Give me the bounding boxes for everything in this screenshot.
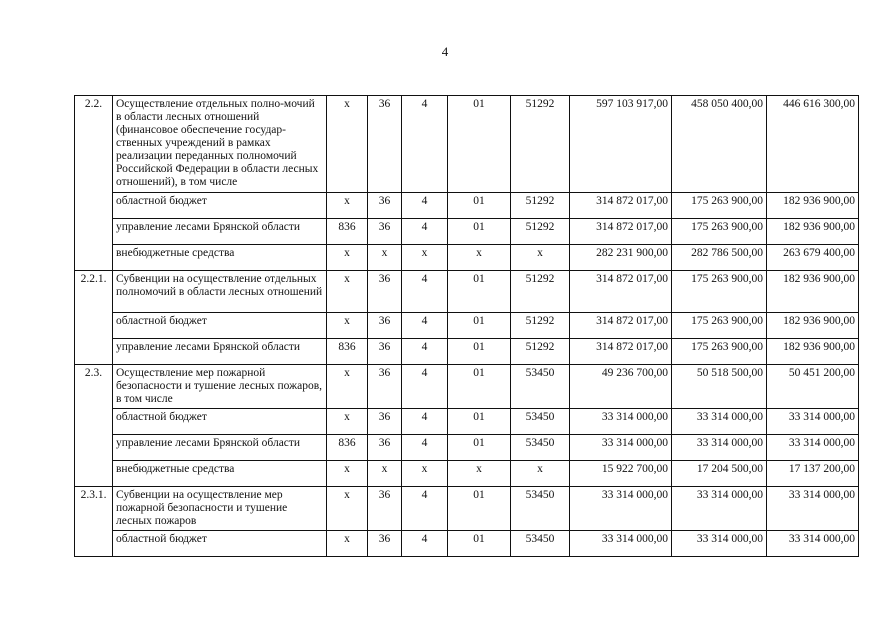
cell-c5: 51292 — [511, 313, 570, 339]
cell-year3: 182 936 900,00 — [767, 193, 859, 219]
cell-year2: 458 050 400,00 — [672, 96, 767, 193]
cell-c2: 36 — [368, 219, 402, 245]
cell-c4: 01 — [448, 219, 511, 245]
cell-year3: 33 314 000,00 — [767, 487, 859, 531]
cell-year2: 17 204 500,00 — [672, 461, 767, 487]
table-row — [75, 339, 859, 365]
table-row — [75, 193, 859, 219]
cell-year3: 33 314 000,00 — [767, 409, 859, 435]
cell-year3: 182 936 900,00 — [767, 219, 859, 245]
table-row — [75, 461, 859, 487]
table-row — [75, 271, 859, 313]
cell-c5: 51292 — [511, 193, 570, 219]
cell-year1: 314 872 017,00 — [570, 339, 672, 365]
cell-c3: 4 — [402, 193, 448, 219]
cell-c4: x — [448, 461, 511, 487]
table-row — [75, 435, 859, 461]
cell-year1: 314 872 017,00 — [570, 219, 672, 245]
cell-c4: 01 — [448, 193, 511, 219]
cell-year1: 33 314 000,00 — [570, 435, 672, 461]
cell-c3: 4 — [402, 531, 448, 557]
cell-c4: 01 — [448, 96, 511, 193]
cell-year1: 314 872 017,00 — [570, 271, 672, 313]
cell-year3: 182 936 900,00 — [767, 313, 859, 339]
cell-year1: 314 872 017,00 — [570, 193, 672, 219]
cell-year2: 175 263 900,00 — [672, 219, 767, 245]
table-row — [75, 409, 859, 435]
page-number: 4 — [441, 44, 449, 59]
cell-c2: x — [368, 245, 402, 271]
cell-c4: 01 — [448, 271, 511, 313]
cell-c2: 36 — [368, 313, 402, 339]
cell-year2: 175 263 900,00 — [672, 193, 767, 219]
cell-c2: 36 — [368, 271, 402, 313]
row-id: 2.2.1. — [75, 271, 113, 365]
row-name: Осуществление отдельных полно-мочий в области лесных отношений (финансовое обеспечение государ-ственных учреждений в рамках реализации переданных полномочий Российской Федерации в области лесных отношений), в том числе — [113, 96, 327, 193]
cell-c1: x — [327, 487, 368, 531]
cell-c5: 53450 — [511, 409, 570, 435]
cell-c5: 51292 — [511, 219, 570, 245]
row-name: Субвенции на осуществление отдельных полномочий в области лесных отношений — [113, 271, 327, 313]
cell-c2: x — [368, 461, 402, 487]
cell-year1: 282 231 900,00 — [570, 245, 672, 271]
cell-c4: 01 — [448, 409, 511, 435]
cell-year3: 182 936 900,00 — [767, 339, 859, 365]
cell-c5: 53450 — [511, 487, 570, 531]
row-name: управление лесами Брянской области — [113, 219, 327, 245]
cell-year2: 33 314 000,00 — [672, 435, 767, 461]
cell-c3: 4 — [402, 96, 448, 193]
cell-year1: 33 314 000,00 — [570, 409, 672, 435]
row-name: областной бюджет — [113, 409, 327, 435]
cell-c3: 4 — [402, 339, 448, 365]
row-id: 2.3.1. — [75, 487, 113, 557]
table-body — [75, 96, 859, 557]
cell-c5: 53450 — [511, 531, 570, 557]
cell-year3: 17 137 200,00 — [767, 461, 859, 487]
row-name: Субвенции на осуществление мер пожарной безопасности и тушение лесных пожаров — [113, 487, 327, 531]
cell-year1: 33 314 000,00 — [570, 531, 672, 557]
cell-c4: 01 — [448, 531, 511, 557]
cell-c1: x — [327, 193, 368, 219]
cell-c3: x — [402, 245, 448, 271]
cell-c2: 36 — [368, 487, 402, 531]
row-name: внебюджетные средства — [113, 245, 327, 271]
cell-year3: 182 936 900,00 — [767, 271, 859, 313]
cell-year2: 33 314 000,00 — [672, 531, 767, 557]
table-row — [75, 313, 859, 339]
cell-c1: x — [327, 96, 368, 193]
cell-c3: 4 — [402, 487, 448, 531]
cell-year2: 175 263 900,00 — [672, 271, 767, 313]
cell-c1: x — [327, 365, 368, 409]
cell-c1: x — [327, 461, 368, 487]
cell-c1: 836 — [327, 339, 368, 365]
cell-year1: 597 103 917,00 — [570, 96, 672, 193]
cell-year2: 33 314 000,00 — [672, 487, 767, 531]
row-name: внебюджетные средства — [113, 461, 327, 487]
cell-c2: 36 — [368, 339, 402, 365]
cell-c4: 01 — [448, 487, 511, 531]
table-row — [75, 365, 859, 409]
row-name: областной бюджет — [113, 531, 327, 557]
cell-c3: x — [402, 461, 448, 487]
table-row — [75, 96, 859, 193]
row-name: областной бюджет — [113, 193, 327, 219]
cell-c1: 836 — [327, 219, 368, 245]
cell-c4: 01 — [448, 435, 511, 461]
cell-c2: 36 — [368, 96, 402, 193]
cell-c4: 01 — [448, 339, 511, 365]
cell-c2: 36 — [368, 435, 402, 461]
row-id: 2.2. — [75, 96, 113, 271]
cell-c5: 51292 — [511, 96, 570, 193]
cell-c1: x — [327, 409, 368, 435]
cell-c4: 01 — [448, 313, 511, 339]
cell-c1: x — [327, 271, 368, 313]
cell-c1: 836 — [327, 435, 368, 461]
cell-year1: 33 314 000,00 — [570, 487, 672, 531]
cell-c2: 36 — [368, 365, 402, 409]
cell-year1: 15 922 700,00 — [570, 461, 672, 487]
cell-c3: 4 — [402, 409, 448, 435]
row-name: областной бюджет — [113, 313, 327, 339]
cell-year3: 33 314 000,00 — [767, 531, 859, 557]
cell-c1: x — [327, 245, 368, 271]
table-row — [75, 245, 859, 271]
cell-c1: x — [327, 531, 368, 557]
cell-year3: 446 616 300,00 — [767, 96, 859, 193]
cell-c5: 53450 — [511, 435, 570, 461]
cell-year2: 33 314 000,00 — [672, 409, 767, 435]
cell-c3: 4 — [402, 271, 448, 313]
cell-c3: 4 — [402, 435, 448, 461]
cell-c4: 01 — [448, 365, 511, 409]
cell-c2: 36 — [368, 193, 402, 219]
cell-year2: 175 263 900,00 — [672, 313, 767, 339]
cell-year3: 263 679 400,00 — [767, 245, 859, 271]
cell-c5: x — [511, 245, 570, 271]
row-name: Осуществление мер пожарной безопасности и тушение лесных пожаров, в том числе — [113, 365, 327, 409]
cell-c5: 51292 — [511, 271, 570, 313]
table-row — [75, 531, 859, 557]
table-row — [75, 487, 859, 531]
row-name: управление лесами Брянской области — [113, 339, 327, 365]
row-id: 2.3. — [75, 365, 113, 487]
cell-c3: 4 — [402, 365, 448, 409]
cell-year1: 314 872 017,00 — [570, 313, 672, 339]
cell-year3: 50 451 200,00 — [767, 365, 859, 409]
cell-year3: 33 314 000,00 — [767, 435, 859, 461]
budget-table — [74, 95, 859, 557]
cell-c5: x — [511, 461, 570, 487]
cell-c5: 51292 — [511, 339, 570, 365]
cell-c3: 4 — [402, 313, 448, 339]
cell-c3: 4 — [402, 219, 448, 245]
cell-year2: 282 786 500,00 — [672, 245, 767, 271]
row-name: управление лесами Брянской области — [113, 435, 327, 461]
cell-year2: 50 518 500,00 — [672, 365, 767, 409]
cell-c4: x — [448, 245, 511, 271]
cell-c2: 36 — [368, 531, 402, 557]
cell-c1: x — [327, 313, 368, 339]
table-row — [75, 219, 859, 245]
cell-c2: 36 — [368, 409, 402, 435]
cell-year2: 175 263 900,00 — [672, 339, 767, 365]
cell-year1: 49 236 700,00 — [570, 365, 672, 409]
cell-c5: 53450 — [511, 365, 570, 409]
